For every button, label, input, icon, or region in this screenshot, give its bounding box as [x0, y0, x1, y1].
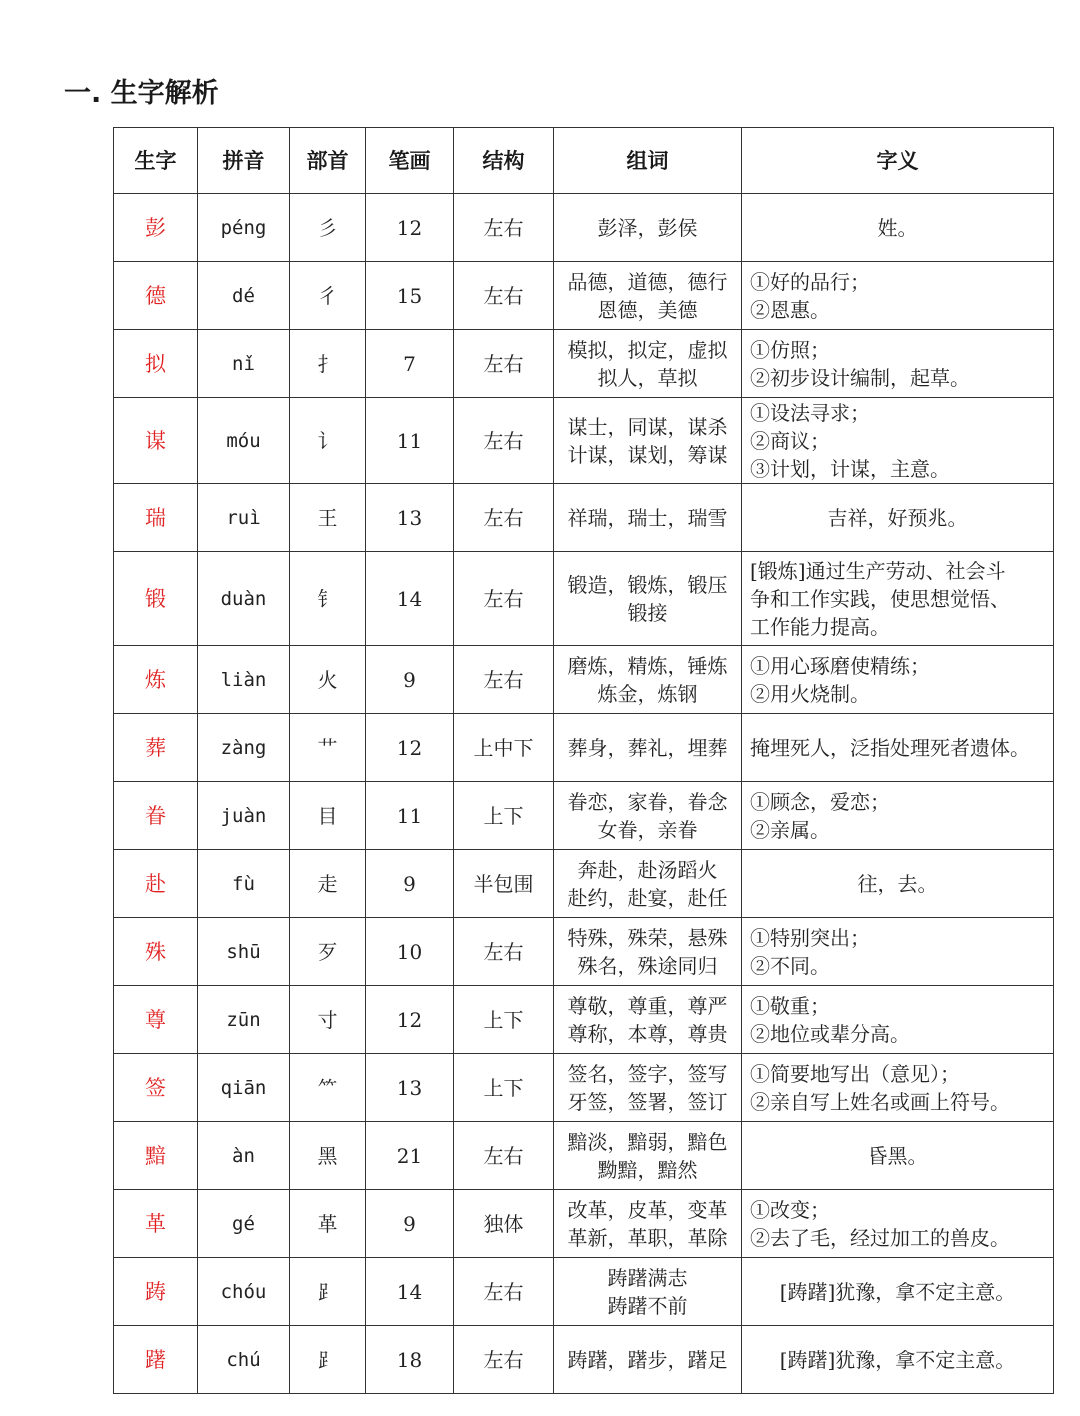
table-row: [114, 1054, 1054, 1122]
cell-radical: ⺮: [290, 1054, 366, 1122]
cell-structure: 左右: [454, 194, 554, 262]
section-title: 一. 生字解析: [64, 78, 219, 109]
meaning-line: ①简要地写出（意见）；: [750, 1061, 960, 1086]
cell-meaning: [742, 1122, 1054, 1190]
table-row: [114, 262, 1054, 330]
meaning-line: ①特别突出；: [750, 925, 870, 950]
cell-words: [554, 1326, 742, 1394]
cell-strokes: 11: [366, 782, 454, 850]
meaning-line: 姓。: [877, 215, 918, 240]
table-row: [114, 918, 1054, 986]
cell-strokes: 10: [366, 918, 454, 986]
cell-pinyin: juàn: [198, 782, 290, 850]
cell-strokes: 14: [366, 1258, 454, 1326]
cell-char: 殊: [114, 918, 198, 986]
cell-strokes: 9: [366, 1190, 454, 1258]
cell-pinyin: zàng: [198, 714, 290, 782]
word-line: 黯淡，黯弱，黯色: [567, 1129, 728, 1154]
cell-structure: 左右: [454, 1122, 554, 1190]
meaning-line: 吉祥，好预兆。: [827, 505, 968, 530]
cell-pinyin: qiān: [198, 1054, 290, 1122]
cell-char: 黯: [114, 1122, 198, 1190]
cell-words: [554, 262, 742, 330]
cell-strokes: 12: [366, 194, 454, 262]
word-line: 葬身，葬礼，埋葬: [567, 735, 728, 760]
cell-structure: 左右: [454, 552, 554, 646]
meaning-line: ②地位或辈分高。: [750, 1021, 910, 1046]
table-row: [114, 782, 1054, 850]
cell-radical: 火: [290, 646, 366, 714]
table-row: [114, 330, 1054, 398]
cell-words: [554, 646, 742, 714]
cell-radical: 目: [290, 782, 366, 850]
cell-char: 尊: [114, 986, 198, 1054]
table-row: [114, 552, 1054, 646]
cell-words: [554, 398, 742, 484]
cell-radical: 王: [290, 484, 366, 552]
cell-char: 德: [114, 262, 198, 330]
cell-strokes: 7: [366, 330, 454, 398]
cell-strokes: 14: [366, 552, 454, 646]
cell-structure: 左右: [454, 398, 554, 484]
cell-pinyin: duàn: [198, 552, 290, 646]
word-line: 恩德，美德: [597, 297, 698, 322]
cell-strokes: 12: [366, 714, 454, 782]
meaning-line: ②亲自写上姓名或画上符号。: [750, 1089, 1010, 1114]
word-line: 改革，皮革，变革: [567, 1197, 728, 1222]
cell-meaning: [742, 1326, 1054, 1394]
cell-char: 炼: [114, 646, 198, 714]
table-row: [114, 1326, 1054, 1394]
cell-char: 葬: [114, 714, 198, 782]
cell-meaning: [742, 194, 1054, 262]
cell-structure: 左右: [454, 1258, 554, 1326]
meaning-line: ①好的品行；: [750, 269, 870, 294]
cell-strokes: 13: [366, 1054, 454, 1122]
meaning-line: ①设法寻求；: [750, 400, 870, 425]
cell-structure: 独体: [454, 1190, 554, 1258]
cell-words: [554, 1122, 742, 1190]
cell-meaning: [742, 330, 1054, 398]
cell-meaning: [742, 714, 1054, 782]
meaning-line: ②不同。: [750, 953, 830, 978]
cell-structure: 上下: [454, 986, 554, 1054]
cell-strokes: 18: [366, 1326, 454, 1394]
cell-radical: 彳: [290, 262, 366, 330]
table-row: [114, 646, 1054, 714]
meaning-line: [踌躇]犹豫，拿不定主意。: [779, 1347, 1016, 1372]
cell-words: [554, 484, 742, 552]
table-row: [114, 1258, 1054, 1326]
word-line: 锻造，锻炼，锻压: [567, 572, 728, 597]
cell-strokes: 11: [366, 398, 454, 484]
meaning-line: ③计划，计谋，主意。: [750, 456, 950, 481]
cell-structure: 上下: [454, 782, 554, 850]
cell-char: 眷: [114, 782, 198, 850]
table-row: [114, 714, 1054, 782]
header-words: 组词: [554, 128, 742, 194]
table-row: [114, 194, 1054, 262]
word-line: 牙签，签署，签订: [567, 1089, 728, 1114]
cell-strokes: 13: [366, 484, 454, 552]
word-line: 祥瑞，瑞士，瑞雪: [567, 505, 728, 530]
cell-meaning: [742, 398, 1054, 484]
cell-pinyin: shū: [198, 918, 290, 986]
cell-radical: 黑: [290, 1122, 366, 1190]
cell-words: [554, 330, 742, 398]
cell-structure: 左右: [454, 646, 554, 714]
word-line: 计谋，谋划，筹谋: [567, 442, 728, 467]
meaning-line: ②用火烧制。: [750, 681, 870, 706]
table-row: [114, 1122, 1054, 1190]
cell-char: 签: [114, 1054, 198, 1122]
word-line: 彭泽，彭侯: [597, 215, 698, 240]
meaning-line: 掩埋死人，泛指处理死者遗体。: [750, 735, 1030, 760]
cell-radical: 讠: [290, 398, 366, 484]
cell-strokes: 15: [366, 262, 454, 330]
cell-strokes: 9: [366, 646, 454, 714]
header-radical: 部首: [290, 128, 366, 194]
cell-meaning: [742, 918, 1054, 986]
cell-meaning: [742, 782, 1054, 850]
meaning-line: 往，去。: [857, 871, 938, 896]
meaning-line: [锻炼]通过生产劳动、社会斗: [750, 558, 1006, 583]
word-line: 尊称，本尊，尊贵: [567, 1021, 728, 1046]
meaning-line: ①敬重；: [750, 993, 830, 1018]
cell-radical: 走: [290, 850, 366, 918]
cell-meaning: [742, 1190, 1054, 1258]
header-pinyin: 拼音: [198, 128, 290, 194]
meaning-line: ②去了毛，经过加工的兽皮。: [750, 1225, 1010, 1250]
meaning-line: [踌躇]犹豫，拿不定主意。: [779, 1279, 1016, 1304]
word-line: 拟人，草拟: [597, 365, 698, 390]
cell-structure: 左右: [454, 918, 554, 986]
cell-structure: 左右: [454, 262, 554, 330]
table-row: [114, 1190, 1054, 1258]
cell-meaning: [742, 1054, 1054, 1122]
cell-words: [554, 850, 742, 918]
meaning-line: ②商议；: [750, 428, 830, 453]
word-line: 殊名，殊途同归: [577, 953, 718, 978]
cell-pinyin: chú: [198, 1326, 290, 1394]
cell-radical: ⻊: [290, 1258, 366, 1326]
word-line: 赴约，赴宴，赴任: [567, 885, 728, 910]
cell-strokes: 12: [366, 986, 454, 1054]
cell-pinyin: zūn: [198, 986, 290, 1054]
header-meaning: 字义: [742, 128, 1054, 194]
cell-meaning: [742, 646, 1054, 714]
word-line: 签名，签字，签写: [567, 1061, 728, 1086]
cell-strokes: 9: [366, 850, 454, 918]
word-line: 特殊，殊荣，悬殊: [567, 925, 728, 950]
cell-structure: 半包围: [454, 850, 554, 918]
word-line: 踌躇满志: [607, 1265, 688, 1290]
cell-pinyin: chóu: [198, 1258, 290, 1326]
header-structure: 结构: [454, 128, 554, 194]
cell-structure: 上下: [454, 1054, 554, 1122]
cell-structure: 左右: [454, 1326, 554, 1394]
cell-words: [554, 782, 742, 850]
cell-pinyin: móu: [198, 398, 290, 484]
cell-words: [554, 194, 742, 262]
cell-words: [554, 1190, 742, 1258]
word-line: 踌躇，躇步，躇足: [567, 1347, 728, 1372]
cell-char: 瑞: [114, 484, 198, 552]
cell-pinyin: péng: [198, 194, 290, 262]
meaning-line: ①改变；: [750, 1197, 830, 1222]
table-row: [114, 850, 1054, 918]
cell-words: [554, 714, 742, 782]
cell-char: 拟: [114, 330, 198, 398]
cell-radical: 彡: [290, 194, 366, 262]
cell-char: 赴: [114, 850, 198, 918]
word-line: 尊敬，尊重，尊严: [567, 993, 728, 1018]
cell-structure: 上中下: [454, 714, 554, 782]
cell-pinyin: àn: [198, 1122, 290, 1190]
cell-char: 踌: [114, 1258, 198, 1326]
cell-pinyin: gé: [198, 1190, 290, 1258]
word-line: 黝黯，黯然: [597, 1157, 698, 1182]
word-line: 踌躇不前: [607, 1293, 688, 1318]
cell-char: 躇: [114, 1326, 198, 1394]
cell-meaning: [742, 262, 1054, 330]
cell-char: 谋: [114, 398, 198, 484]
cell-pinyin: nǐ: [198, 330, 290, 398]
header-char: 生字: [114, 128, 198, 194]
table-row: [114, 398, 1054, 484]
table-body: [114, 194, 1054, 1394]
cell-words: [554, 986, 742, 1054]
meaning-line: ②恩惠。: [750, 297, 830, 322]
cell-meaning: [742, 484, 1054, 552]
word-line: 奔赴，赴汤蹈火: [577, 857, 718, 882]
cell-structure: 左右: [454, 484, 554, 552]
word-line: 锻接: [627, 600, 668, 625]
cell-radical: 扌: [290, 330, 366, 398]
cell-char: 彭: [114, 194, 198, 262]
cell-strokes: 21: [366, 1122, 454, 1190]
word-line: 品德，道德，德行: [567, 269, 728, 294]
meaning-line: 争和工作实践，使思想觉悟、: [750, 586, 1010, 611]
cell-meaning: [742, 1258, 1054, 1326]
cell-radical: ⻊: [290, 1326, 366, 1394]
meaning-line: 工作能力提高。: [750, 614, 890, 639]
cell-words: [554, 1258, 742, 1326]
meaning-line: ①顾念，爱恋；: [750, 789, 890, 814]
cell-radical: 歹: [290, 918, 366, 986]
word-line: 女眷，亲眷: [597, 817, 698, 842]
cell-pinyin: dé: [198, 262, 290, 330]
table-row: [114, 986, 1054, 1054]
meaning-line: ①仿照；: [750, 337, 830, 362]
word-line: 炼金，炼钢: [597, 681, 698, 706]
cell-words: [554, 1054, 742, 1122]
cell-radical: 革: [290, 1190, 366, 1258]
cell-meaning: [742, 850, 1054, 918]
cell-radical: 钅: [290, 552, 366, 646]
character-analysis-table: [113, 127, 1054, 1394]
table-row: [114, 484, 1054, 552]
word-line: 革新，革职，革除: [567, 1225, 728, 1250]
cell-meaning: [742, 552, 1054, 646]
word-line: 谋士，同谋，谋杀: [567, 414, 728, 439]
cell-radical: 艹: [290, 714, 366, 782]
meaning-line: ②亲属。: [750, 817, 830, 842]
cell-meaning: [742, 986, 1054, 1054]
header-strokes: 笔画: [366, 128, 454, 194]
cell-pinyin: liàn: [198, 646, 290, 714]
word-line: 模拟，拟定，虚拟: [567, 337, 728, 362]
meaning-line: 昏黑。: [867, 1143, 928, 1168]
cell-radical: 寸: [290, 986, 366, 1054]
cell-structure: 左右: [454, 330, 554, 398]
meaning-line: ①用心琢磨使精练；: [750, 653, 930, 678]
cell-char: 革: [114, 1190, 198, 1258]
meaning-line: ②初步设计编制，起草。: [750, 365, 970, 390]
cell-words: [554, 918, 742, 986]
cell-words: [554, 552, 742, 646]
cell-pinyin: fù: [198, 850, 290, 918]
word-line: 眷恋，家眷，眷念: [567, 789, 728, 814]
word-line: 磨炼，精炼，锤炼: [567, 653, 728, 678]
cell-pinyin: ruì: [198, 484, 290, 552]
cell-char: 锻: [114, 552, 198, 646]
table-header-row: [114, 128, 1054, 194]
